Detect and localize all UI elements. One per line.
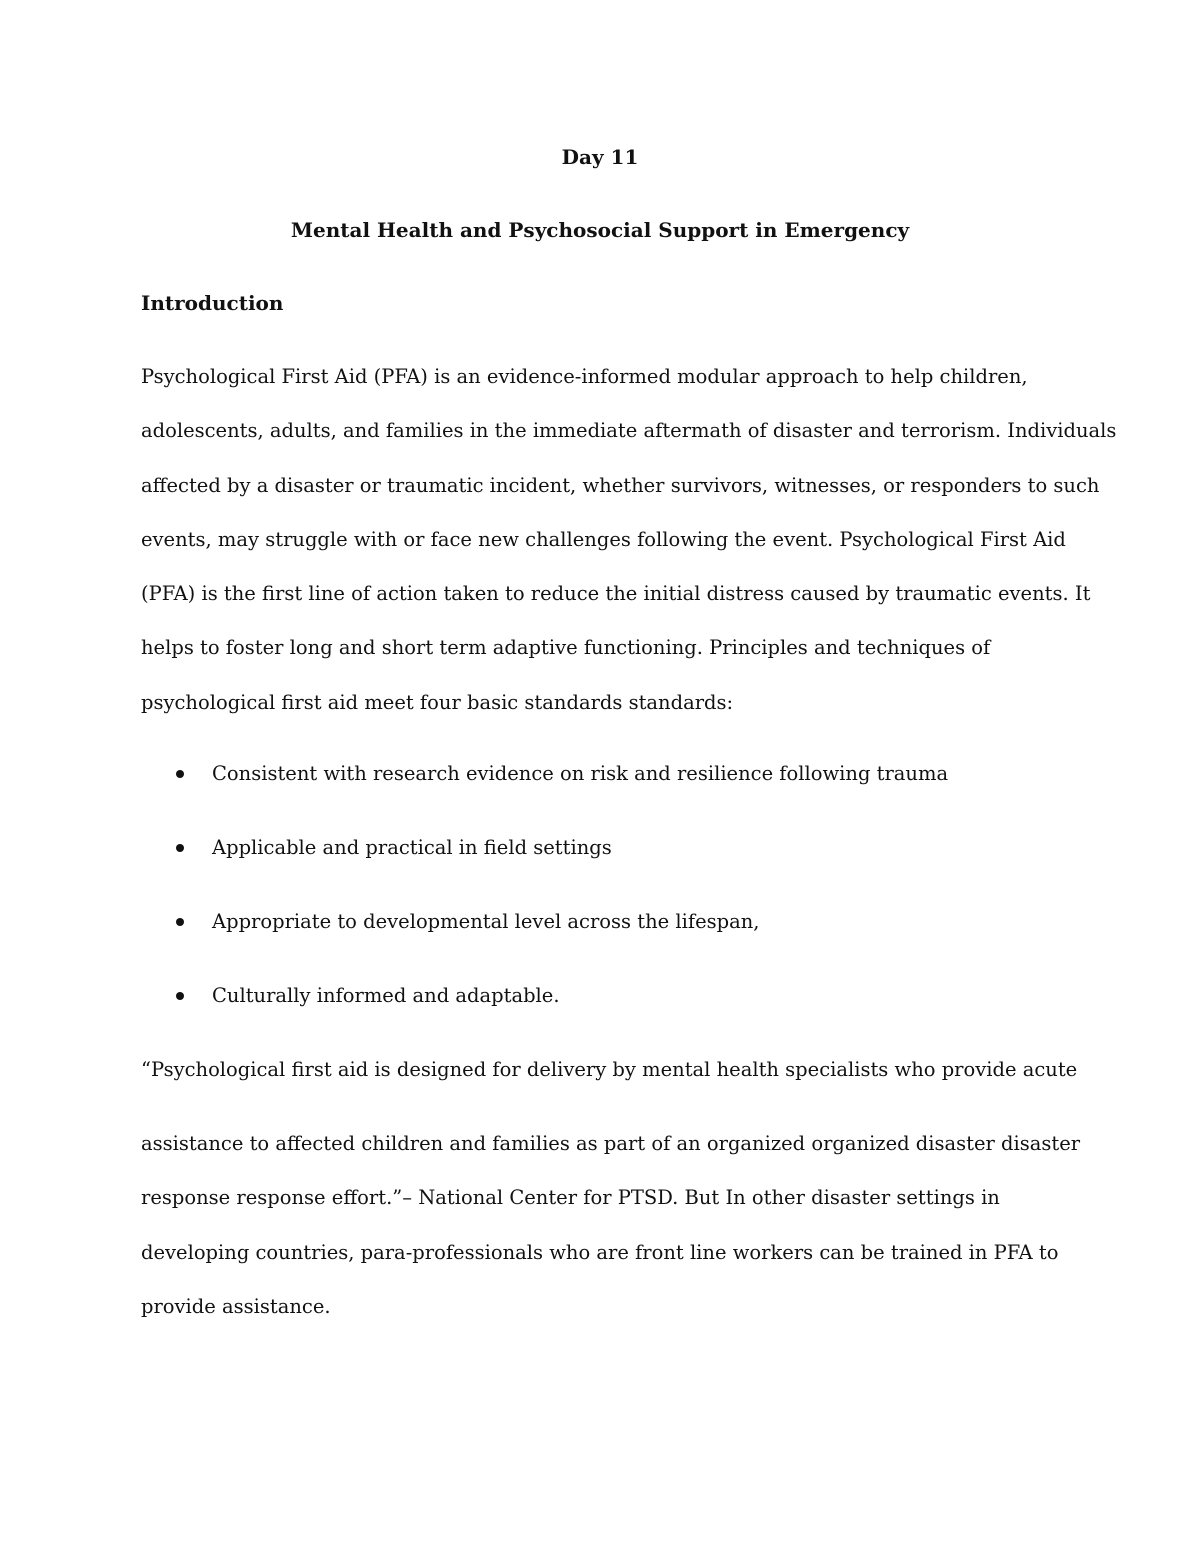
list-item-text: Consistent with research evidence on risk and resilience following trauma (212, 762, 949, 785)
intro-paragraph (141, 350, 1117, 730)
bullet-icon (176, 918, 184, 926)
document-title: Mental Health and Psychosocial Support in Emergency (290, 218, 910, 242)
paragraph-line: response response effort.”– National Center for PTSD. But In other disaster settings in (141, 1186, 1000, 1210)
section-heading-introduction: Introduction (141, 291, 284, 315)
day-title: Day 11 (561, 145, 639, 169)
paragraph-line: developing countries, para-professionals who are front line workers can be trained in PFA to (141, 1240, 1059, 1264)
quote-paragraph-start (141, 1043, 1101, 1097)
paragraph-line: “Psychological first aid is designed for delivery by mental health specialists who provide acute (141, 1058, 1078, 1081)
paragraph-line: helps to foster long and short term adaptive functioning. Principles and techniques of (141, 636, 991, 660)
paragraph-line: (PFA) is the first line of action taken to reduce the initial distress caused by traumatic events. It (141, 582, 1091, 606)
bullet-icon (176, 770, 184, 778)
paragraph-line: affected by a disaster or traumatic incident, whether survivors, witnesses, or responders to such (141, 473, 1100, 497)
paragraph-line: provide assistance. (141, 1294, 331, 1318)
list-item-text: Appropriate to developmental level across the lifespan, (212, 910, 760, 933)
bullet-icon (176, 992, 184, 1000)
list-item-text: Applicable and practical in field settings (212, 836, 612, 859)
paragraph-line: Psychological First Aid (PFA) is an evidence-informed modular approach to help children, (141, 365, 1028, 388)
paragraph-line: adolescents, adults, and families in the immediate aftermath of disaster and terrorism. Individuals (141, 419, 1117, 443)
bullet-icon (176, 844, 184, 852)
list-item-text: Culturally informed and adaptable. (212, 984, 560, 1007)
paragraph-line: events, may struggle with or face new challenges following the event. Psychological First Aid (141, 527, 1066, 551)
paragraph-line: psychological first aid meet four basic standards standards: (141, 690, 734, 714)
paragraph-line: assistance to affected children and families as part of an organized organized disaster disaster (141, 1132, 1081, 1155)
quote-paragraph (141, 1117, 1101, 1334)
